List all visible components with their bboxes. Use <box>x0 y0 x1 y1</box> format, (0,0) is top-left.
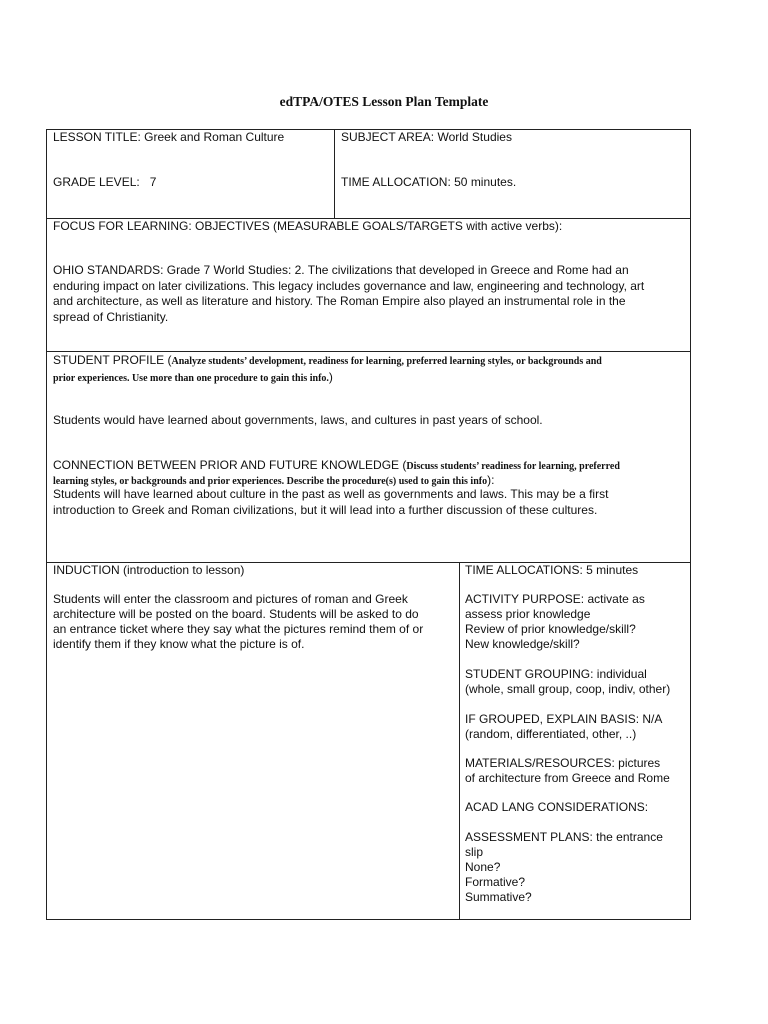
time-allocation: TIME ALLOCATION: 50 minutes. <box>341 175 517 189</box>
if-grouped-line: (random, differentiated, other, ..) <box>465 727 637 741</box>
lesson-title: LESSON TITLE: Greek and Roman Culture <box>53 130 285 144</box>
activity-purpose <box>465 592 645 652</box>
induction-heading: INDUCTION (introduction to lesson) <box>53 563 245 577</box>
materials-resources <box>465 756 670 786</box>
document-title: edTPA/OTES Lesson Plan Template <box>279 94 489 109</box>
time-allocations: TIME ALLOCATIONS: 5 minutes <box>465 563 639 577</box>
assessment-line: ASSESSMENT PLANS: the entrance <box>465 830 663 844</box>
connection-instruction-1: Discuss students’ readiness for learning, preferred <box>406 461 620 472</box>
assessment-line: None? <box>465 860 501 874</box>
standards-line: and architecture, as well as literature and history. The Roman Empire also played an instrumental role in the <box>53 294 626 308</box>
induction-body <box>53 592 423 652</box>
student-grouping-line: STUDENT GROUPING: individual <box>465 667 647 681</box>
induction-line: architecture will be posted on the board. Students will be asked to do <box>53 607 419 621</box>
activity-purpose-line: ACTIVITY PURPOSE: activate as <box>465 592 645 606</box>
standards-line: spread of Christianity. <box>53 309 169 324</box>
grade-level: GRADE LEVEL: 7 <box>53 175 157 189</box>
assessment-line: Summative? <box>465 890 532 904</box>
induction-line: Students will enter the classroom and pictures of roman and Greek <box>53 592 408 606</box>
profile-heading-label: STUDENT PROFILE ( <box>53 353 172 367</box>
connection-heading-label: CONNECTION BETWEEN PRIOR AND FUTURE KNOWLEDGE ( <box>53 458 407 472</box>
if-grouped-line: IF GROUPED, EXPLAIN BASIS: N/A <box>465 712 663 726</box>
connection-heading <box>53 458 620 474</box>
ohio-standards <box>53 263 644 325</box>
connection-close: ): <box>487 473 495 487</box>
induction-line: identify them if they know what the picture is of. <box>53 637 305 651</box>
materials-line: of architecture from Greece and Rome <box>465 771 670 785</box>
focus-heading-caps: FOCUS FOR LEARNING: OBJECTIVES (MEASURABLE GOALS/TARGETS <box>53 219 463 233</box>
connection-instruction-2: learning styles, or backgrounds and prior experiences. Describe the procedure(s) used to gain this info <box>53 476 488 487</box>
connection-line: introduction to Greek and Roman civilizations, but it will lead into a further discussion of these cultures. <box>53 502 598 517</box>
assessment-plans <box>465 830 663 905</box>
profile-close: ) <box>328 370 333 384</box>
induction-line: an entrance ticket where they say what the pictures remind them of or <box>53 622 424 636</box>
activity-purpose-line: assess prior knowledge <box>465 607 591 621</box>
student-grouping <box>465 667 670 697</box>
activity-purpose-line: New knowledge/skill? <box>465 637 580 651</box>
activity-purpose-line: Review of prior knowledge/skill? <box>465 622 636 636</box>
focus-heading-rest: with active verbs): <box>462 219 563 233</box>
profile-instruction-2: prior experiences. Use more than one procedure to gain this info. <box>53 373 329 384</box>
assessment-line: Formative? <box>465 875 526 889</box>
connection-response <box>53 487 608 518</box>
materials-line: MATERIALS/RESOURCES: pictures <box>465 756 661 770</box>
subject-area: SUBJECT AREA: World Studies <box>341 130 512 144</box>
focus-heading <box>53 219 562 234</box>
standards-line: enduring impact on later civilizations. This legacy includes governance and law, engineering and technology, art <box>53 278 645 293</box>
acad-lang-considerations: ACAD LANG CONSIDERATIONS: <box>465 800 649 814</box>
standards-line: OHIO STANDARDS: Grade 7 World Studies: 2. The civilizations that developed in Greece and Rome had an <box>53 263 629 277</box>
student-grouping-line: (whole, small group, coop, indiv, other) <box>465 682 671 696</box>
if-grouped <box>465 712 662 742</box>
assessment-line: slip <box>465 845 484 859</box>
student-profile-response: Students would have learned about governments, laws, and cultures in past years of school. <box>53 413 543 427</box>
profile-instruction-1: Analyze students’ development, readiness for learning, preferred learning styles, or backgrounds and <box>171 356 602 367</box>
student-profile-heading <box>53 353 602 369</box>
connection-line: Students will have learned about culture in the past as well as governments and laws. This may be a first <box>53 487 609 501</box>
student-profile-heading-2 <box>53 370 333 386</box>
